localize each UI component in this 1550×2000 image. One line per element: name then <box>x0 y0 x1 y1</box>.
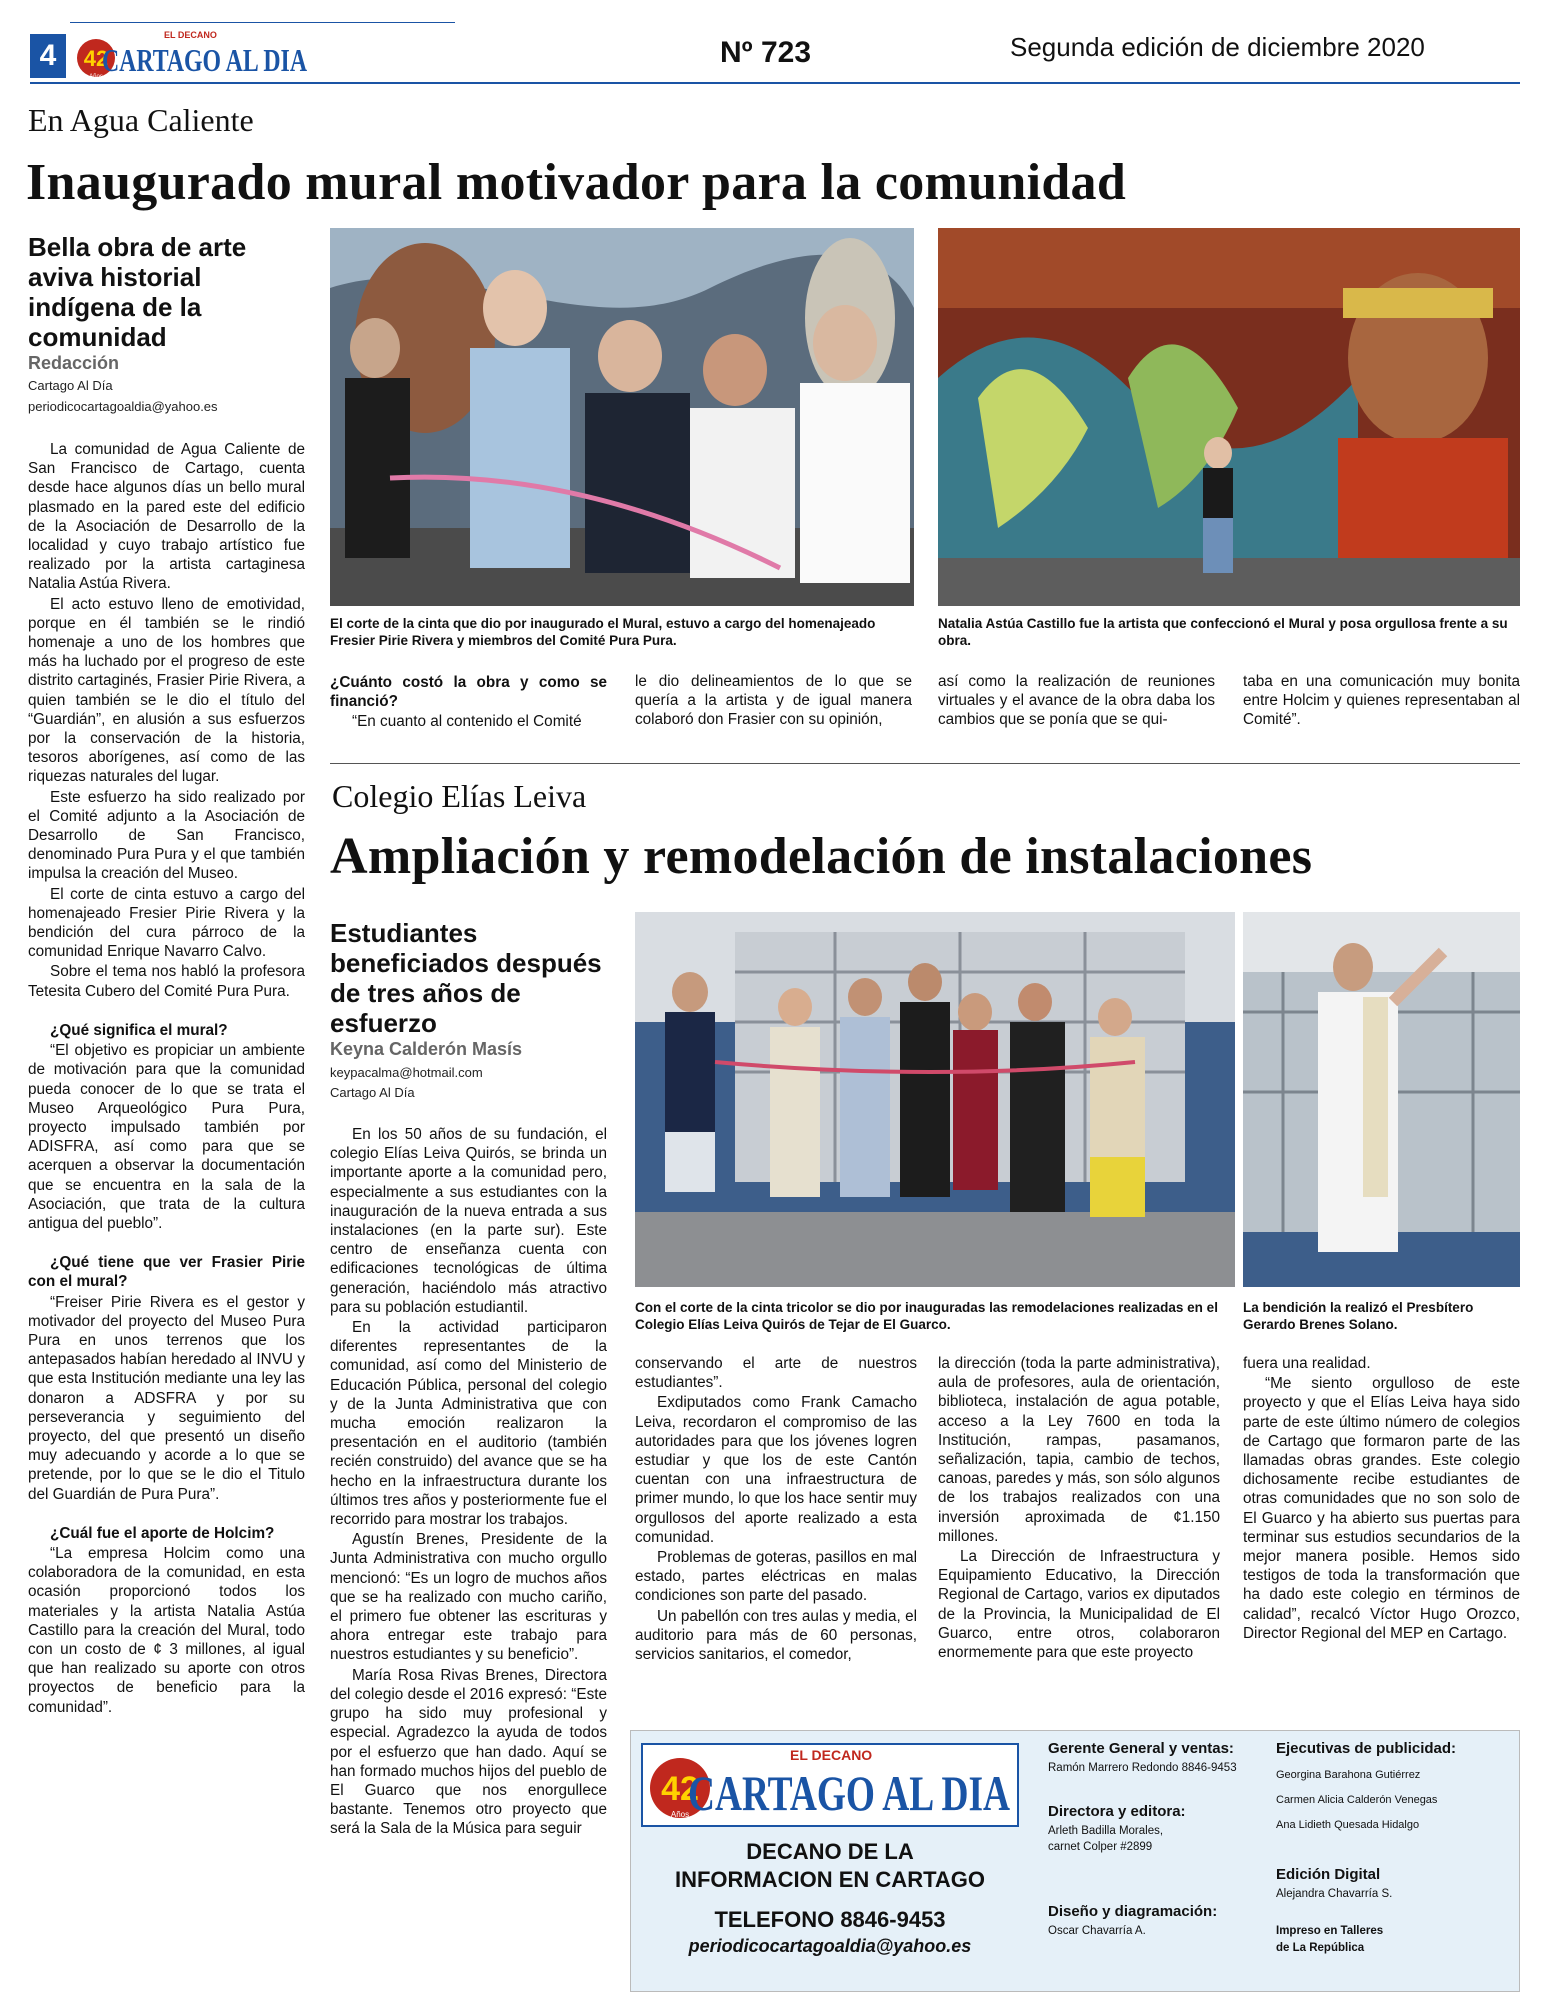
ad-logo-decano-text: EL DECANO <box>790 1747 873 1763</box>
ad-ejecutiva-2: Carmen Alicia Calderón Venegas <box>1276 1794 1438 1806</box>
masthead-rule <box>30 82 1520 84</box>
article1-byline-name: Redacción <box>28 353 120 373</box>
article1-paragraph: El corte de cinta estuvo a cargo del homenajeado Fresier Pirie Rivera y la bendición del cura párroco de la comunidad Enrique Navarro Calvo. <box>28 885 305 961</box>
logo-decano-text: EL DECANO <box>164 30 217 40</box>
article1-paragraph: La comunidad de Agua Caliente de San Francisco de Cartago, cuenta desde hace algunos días un bello mural plasmado en la pared este del edificio de la Asociación de Desarrollo de la localidad y cuyo trabajo artístico fue realizado por la artista cartaginesa Natalia Astúa Rivera. <box>28 441 305 593</box>
ad-slogan-line1: DECANO DE LA <box>746 1839 914 1864</box>
page-number: 4 <box>30 34 66 78</box>
article2-column-3 <box>938 1354 1220 1663</box>
ad-directora-label: Directora y editora: <box>1048 1803 1186 1820</box>
logo-anos-text: Años <box>89 74 103 80</box>
ad-gerente-label: Gerente General y ventas: <box>1048 1740 1234 1757</box>
school-blessing-photo <box>1243 912 1520 1287</box>
article1-question: ¿Cuál fue el aporte de Holcim? <box>50 1524 275 1542</box>
ad-logo-anniversary-number: 42 <box>661 1770 699 1808</box>
ad-diseno-value: Oscar Chavarría A. <box>1048 1925 1146 1937</box>
school-blessing-photo-caption: La bendición la realizó el Presbítero Gerardo Brenes Solano. <box>1243 1300 1474 1332</box>
article1-column-3 <box>635 672 912 731</box>
article2-byline-name: Keyna Calderón Masís <box>330 1039 523 1059</box>
masthead-logo <box>72 28 312 84</box>
ad-impreso-line1: Impreso en Talleres <box>1276 1925 1384 1937</box>
article2-column-2 <box>635 1354 917 1665</box>
article2-kicker: Colegio Elías Leiva <box>332 778 587 814</box>
article2-headline: Ampliación y remodelación de instalaciones <box>330 828 1313 885</box>
ad-directora-value2: carnet Colper #2899 <box>1048 1841 1153 1853</box>
article1-answer: “La empresa Holcim como una colaboradora de la comunidad, en esta ocasión proporcionó todos los materiales y la artista Natalia Astúa Castillo para la creación del Mural, todo con un costo de ¢ 3 millones, al igual que han realizado su aporte con otros proyectos de beneficio para la comunidad”. <box>28 1544 305 1716</box>
article2-paragraph: En la actividad participaron diferentes representantes de la comunidad, así como del Ministerio de Educación Pública, personal del colegio y de la Junta Administrativa que con mucha emoción realizaron la presentación en el auditorio (también recién construido) del avance que se ha hecho en la infraestructura durante los últimos tres años y posteriormente fue el recorrido para mostrar los trabajos. <box>330 1319 607 1529</box>
article1-answer: “Freiser Pirie Rivera es el gestor y motivador del proyecto del Museo Pura Pura en unos terrenos que los antepasados habían heredado al INVU y que esta Institución mediante una ley las donaron a ADSFRA y por su perseverancia y seguimiento del proyecto, del que presentó un diseño muy adecuando y acorde a lo que se pretende, por lo que se le dio el Titulo del Guardián de Pura Pura”. <box>28 1293 305 1503</box>
article1-paragraph: Este esfuerzo ha sido realizado por el Comité adjunto a la Asociación de Desarrollo de San Francisco, denominado Pura Pura y el que también impulsa la creación del Museo. <box>28 788 305 883</box>
article1-question: ¿Cuánto costó la obra y como se financió? <box>330 674 607 711</box>
article1-question: ¿Qué tiene que ver Frasier Pirie con el mural? <box>28 1254 305 1291</box>
article2-paragraph: La Dirección de Infraestructura y Equipamiento Educativo, la Dirección Regional de Cartago, varios ex diputados de la Provincia, la Municipalidad de El Guarco, entre otros, colaboraron enormemente para que este proyecto <box>938 1548 1220 1662</box>
article1-byline-org: Cartago Al Día <box>28 378 113 393</box>
ad-ejecutiva-3: Ana Lidieth Quesada Hidalgo <box>1276 1819 1420 1831</box>
school-ribbon-photo <box>635 912 1235 1287</box>
ad-directora-value1: Arleth Badilla Morales, <box>1048 1825 1164 1837</box>
mural-ribbon-photo <box>330 228 914 606</box>
ad-edicion-value: Alejandra Chavarría S. <box>1276 1888 1393 1900</box>
article1-answer: “El objetivo es propiciar un ambiente de motivación para que la comunidad pueda conocer de lo que se trata el Museo Arqueológico Pura Pura, proyecto impulsado también por ADISFRA, así como para que se acerquen a observar la documentación que se encuentra en la sala de la Asociación, que trata de la cultura antigua del pueblo”. <box>28 1042 305 1232</box>
mural-artist-photo <box>938 228 1520 606</box>
masthead-top-rule <box>70 22 455 23</box>
issue-number: Nº 723 <box>720 36 812 69</box>
article2-paragraph: Problemas de goteras, pasillos en mal estado, partes eléctricas en malas condiciones son parte del pasado. <box>635 1549 917 1605</box>
article1-paragraph: así como la realización de reuniones virtuales y el avance de la obra daba los cambios que se ponía que se qui- <box>938 673 1215 729</box>
article2-paragraph: la dirección (toda la parte administrativa), aula de profesores, aula de orientación, biblioteca, instalación de agua potable, acceso a la Ley 7600 en toda la Institución, rampas, pasamanos, señalización, tapia, cambio de techos, canoas, paredes y más, son sólo algunos de los trabajos realizados con una inversión aproximada de ¢1.150 millones. <box>938 1355 1220 1545</box>
article1-paragraph: El acto estuvo lleno de emotividad, porque en él también se le rindió homenaje a uno de los hombres que más ha luchado por el progreso de este distrito cartaginés, Frasier Pirie Rivera, a quien también se le dio el título del “Guardián”, en alusión a sus esfuerzos por la conservación de la historia, tesoros aborígenes, así como de las riquezas naturales del lugar. <box>28 595 305 786</box>
article1-column-2 <box>330 673 607 733</box>
logo-name-text: CARTAGO AL DIA <box>102 42 307 78</box>
mural-ribbon-photo-caption: El corte de la cinta que dio por inaugurado el Mural, estuvo a cargo del homenajeado Fresier Pirie Rivera y miembros del Comité Pura Pura. <box>330 616 876 648</box>
article1-answer: “En cuanto al contenido el Comité <box>352 713 582 731</box>
article-divider <box>330 763 1520 764</box>
article1-paragraph: Sobre el tema nos habló la profesora Tetesita Cubero del Comité Pura Pura. <box>28 963 305 1000</box>
mural-artist-photo-caption: Natalia Astúa Castillo fue la artista que confeccionó el Mural y posa orgullosa frente a su obra. <box>938 616 1508 648</box>
ad-email: periodicocartagoaldia@yahoo.es <box>688 1936 972 1956</box>
article1-kicker: En Agua Caliente <box>28 102 254 138</box>
article2-column-1 <box>330 1125 607 1840</box>
article1-paragraph: taba en una comunicación muy bonita entre Holcim y quienes representaban al Comité”. <box>1243 673 1520 729</box>
article2-paragraph: “Me siento orgulloso de este proyecto y que el Elías Leiva haya sido parte de este último número de colegios de Cartago que formaron parte de las llamadas obras grandes. Este colegio dichosamente recibe estudiantes de otras comunidades que no son solo de El Guarco y ha abierto sus puertas para terminar sus estudios secundarios de la mejor manera posible. Hemos sido testigos de toda la transformación que ha dado este colegio en términos de calidad”, recalcó Víctor Hugo Orozco, Director Regional del MEP en Cartago. <box>1243 1375 1520 1642</box>
school-ribbon-photo-caption: Con el corte de la cinta tricolor se dio por inauguradas las remodelaciones realizadas en el Colegio Elías Leiva Quirós de Tejar de El Guarco. <box>635 1300 1218 1332</box>
article1-paragraph: le dio delineamientos de lo que se quería a la artista y de igual manera colaboró don Frasier con su opinión, <box>635 673 912 729</box>
article2-subhead: Estudiantes beneficiados después de tres años de esfuerzo <box>330 918 602 1038</box>
article1-subhead: Bella obra de arte aviva historial indígena de la comunidad <box>28 232 247 352</box>
article1-column-5 <box>1243 672 1520 731</box>
article2-column-4 <box>1243 1354 1520 1644</box>
article1-column-1 <box>28 440 305 1718</box>
ad-logo-anos-text: Años <box>670 1810 690 1819</box>
ad-diseno-label: Diseño y diagramación: <box>1048 1903 1218 1920</box>
ad-logo <box>640 1742 1020 1828</box>
article2-paragraph: Un pabellón con tres aulas y media, el auditorio para más de 60 personas, servicios sanitarios, el comedor, <box>635 1607 917 1664</box>
article2-paragraph: fuera una realidad. <box>1243 1355 1371 1372</box>
article2-paragraph: conservando el arte de nuestros estudiantes”. <box>635 1355 917 1392</box>
article1-byline-email: periodicocartagoaldia@yahoo.es <box>28 399 218 414</box>
article1-headline: Inaugurado mural motivador para la comunidad <box>26 154 1127 211</box>
ad-ejecutiva-1: Georgina Barahona Gutiérrez <box>1276 1769 1421 1781</box>
article1-question: ¿Qué significa el mural? <box>50 1021 228 1039</box>
article2-paragraph: María Rosa Rivas Brenes, Directora del colegio desde el 2016 expresó: “Este grupo ha sido muy profesional y especial. Agradezco la ayuda de todos por el esfuerzo que han dado. Aquí se han formado muchos hijos del pueblo de El Guarco que nos enorgullece bastante. Tenemos otro proyecto que será la Sala de la Música para seguir <box>330 1666 607 1838</box>
ad-ejecutivas-label: Ejecutivas de publicidad: <box>1276 1740 1457 1757</box>
ad-logo-name-text: CARTAGO AL DIA <box>688 1765 1010 1821</box>
ad-phone: TELEFONO 8846-9453 <box>714 1907 946 1932</box>
ad-gerente-value: Ramón Marrero Redondo 8846-9453 <box>1048 1762 1237 1774</box>
article2-byline-org: Cartago Al Día <box>330 1085 415 1100</box>
article2-paragraph: Agustín Brenes, Presidente de la Junta Administrativa con mucho orgullo mencionó: “Es un logro de muchos años que se ha realizado con mucho cariño, el primero fue obtener las escrituras y ahora entregar este trabajo para nuestros estudiantes y su beneficio”. <box>330 1531 607 1664</box>
logo-anniversary-number: 42 <box>83 46 109 71</box>
ad-slogan-line2: INFORMACION EN CARTAGO <box>674 1867 986 1892</box>
article2-paragraph: En los 50 años de su fundación, el colegio Elías Leiva Quirós, se brinda un importante aporte a la comunidad pero, especialmente a sus estudiantes con la inauguración de la nueva entrada a sus instalaciones (en la parte sur). Este centro de enseñanza cuenta con edificaciones tecnológicas de última generación, haciéndolo más atractivo para su población estudiantil. <box>330 1126 607 1316</box>
article2-byline-email: keypacalma@hotmail.com <box>330 1065 483 1080</box>
ad-impreso-line2: de La República <box>1276 1942 1365 1954</box>
article2-paragraph: Exdiputados como Frank Camacho Leiva, recordaron el compromiso de las autoridades para que los jóvenes logren estudiar y que los de este Cantón cuentan con una infraestructura de primer mundo, lo que los hace sentir muy orgullosos del aporte realizado a esta comunidad. <box>635 1394 917 1546</box>
edition-date: Segunda edición de diciembre 2020 <box>1010 32 1425 62</box>
article1-column-4 <box>938 672 1215 731</box>
ad-edicion-label: Edición Digital <box>1276 1866 1381 1883</box>
